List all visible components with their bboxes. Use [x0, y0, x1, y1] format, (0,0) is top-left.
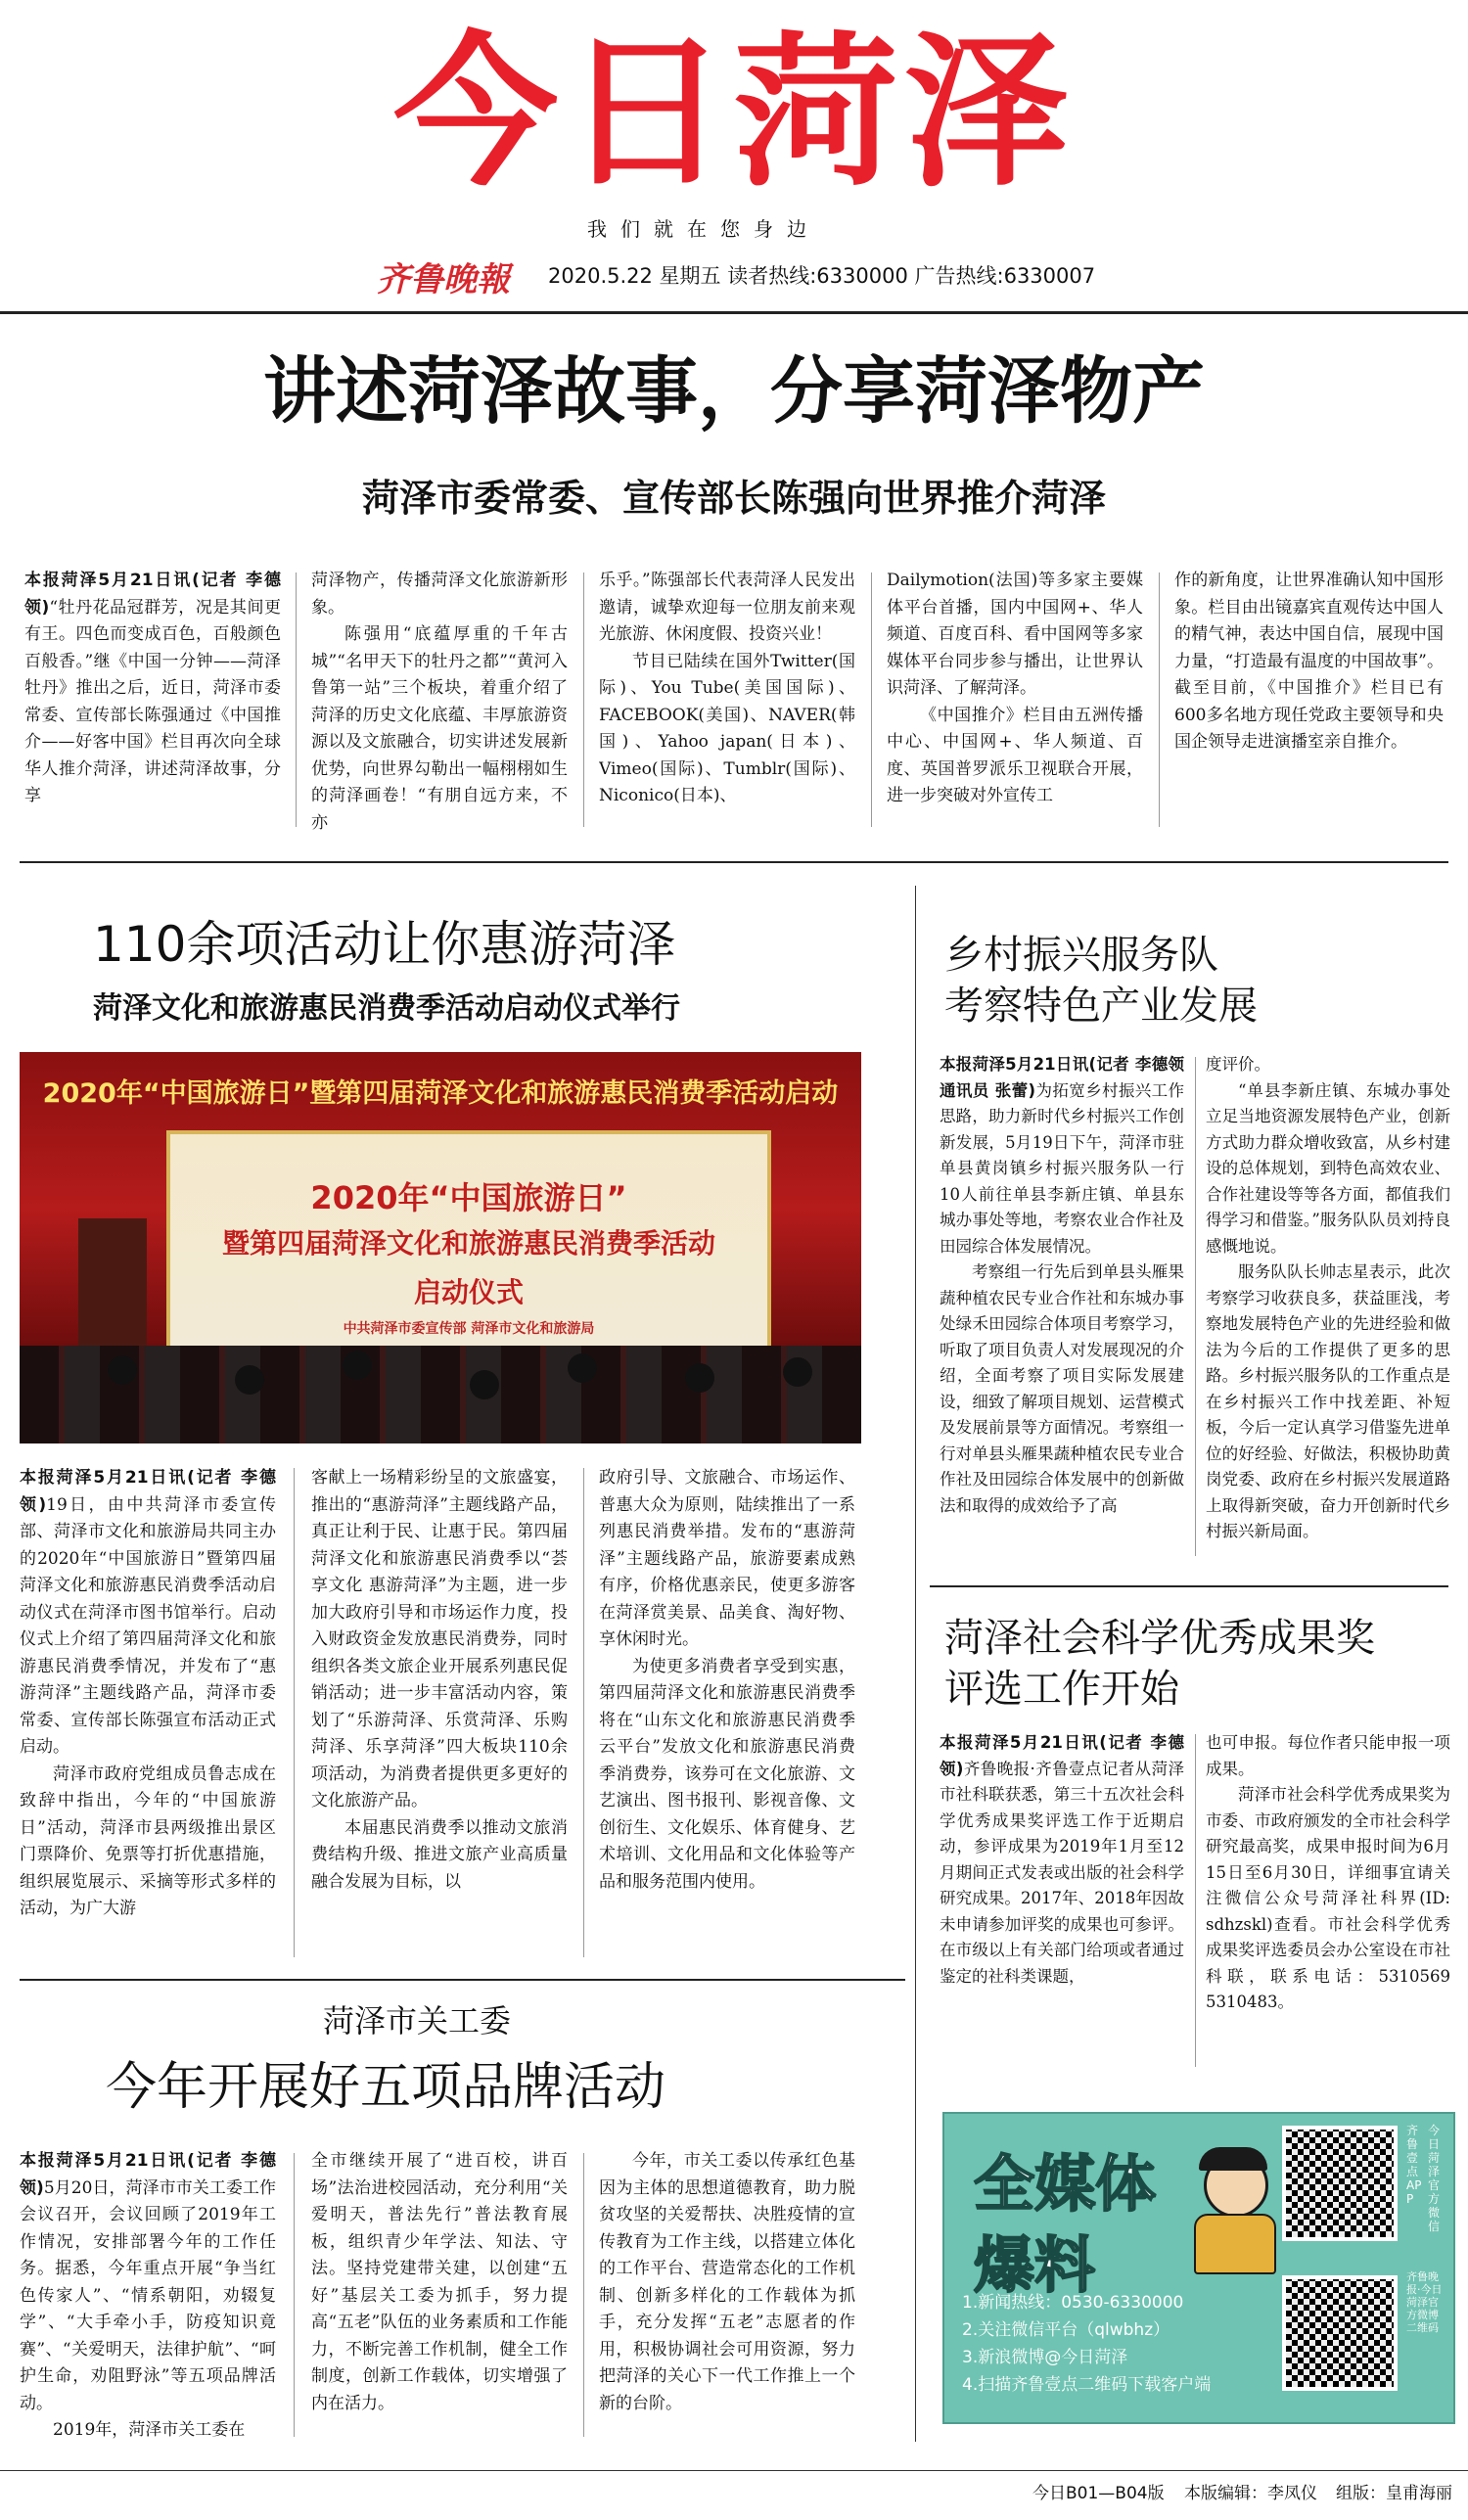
photo-banner-text: 2020年“中国旅游日”暨第四届菏泽文化和旅游惠民消费季活动启动: [42, 1078, 839, 1109]
masthead-dateline: 2020.5.22 星期五 读者热线:6330000 广告热线:6330007: [548, 264, 1096, 288]
story4-col2-text: 也可申报。每位作者只能申报一项成果。: [1206, 1733, 1450, 1778]
story4-col1-text: 齐鲁晚报·齐鲁壹点记者从菏泽市社科联获悉，第三十五次社会科学优秀成果奖评选工作于近期启动，参评成果为2019年1月至12月期间正式发表或出版的社会科学研究成果。2017年、2018年因故未申请参加评奖的成果也可参评。在市级以上有关部门给项或者通过鉴定的社科类课题，: [940, 1759, 1184, 1986]
column-divider: [583, 2153, 584, 2437]
ad-side-label-weibo: 齐鲁晚报·今日菏泽官方微博二维码: [1406, 2270, 1443, 2334]
audience-seats: [20, 1346, 861, 1443]
story5-column-2: [311, 2148, 568, 2451]
story2-headline: 110余项活动让你惠游菏泽: [93, 916, 676, 973]
audience-head: [108, 1355, 137, 1385]
lead-col1-text: “牡丹花品冠群芳，况是其间更有王。四色而变成百色，百般颜色百般香。”继《中国一分钟——菏泽牡丹》推出之后，近日，菏泽市委常委、宣传部长陈强通过《中国推介——好客中国》栏目再次向全球华人推介菏泽，讲述菏泽故事，分享: [24, 597, 281, 805]
photo-stage-screen: [166, 1130, 771, 1353]
story5-kicker: 菏泽市关工委: [323, 2002, 512, 2039]
story3-byline: 本报菏泽5月21日讯(记者 李德领 通讯员 张蕾): [940, 1055, 1184, 1100]
column-divider: [583, 1468, 584, 1957]
story5-col3-text: 今年，市关工委以传承红色基因为主体的思想道德教育，助力脱贫攻坚的关爱帮扶、决胜疫情的宣传教育为工作主线，以搭建立体化的工作平台、营造常态化的工作机制、创新多样化的工作载体为抓手，充分发挥“五老”志愿者的作用，积极协调社会可用资源，努力把菏泽的关心下一代工作推上一个新的台阶。: [599, 2151, 855, 2413]
story4-col2-text2: 菏泽市社会科学优秀成果奖为市委、市政府颁发的全市社会科学研究最高奖，成果申报时间为6月15日至6月30日，详细事宜请关注微信公众号菏泽社科界(ID: sdhzskl)查看。市社会科学优秀成果奖评选委员会办公室设在市社科联，联系电话：5310569 5310483。: [1206, 1785, 1450, 2011]
story5-col1-text: 5月20日，菏泽市市关工委工作会议召开，会议回顾了2019年工作情况，安排部署今年的工作任务。据悉，今年重点开展“争当红色传家人”、“情系朝阳，劝辍复学”、“大手牵小手，防疫知识竟赛”、“关爱明天，法律护航”、“呵护生命，劝阻野泳”等五项品牌活动。: [20, 2177, 276, 2413]
ad-line-app: 4.扫描齐鲁壹点二维码下载客户端: [962, 2375, 1212, 2395]
section-rule: [20, 1979, 905, 1981]
footer-proofreader: 组版：皇甫海丽: [1336, 2484, 1452, 2503]
story5-col1-text2: 2019年，菏泽市关工委在: [53, 2420, 246, 2440]
story2-col3-text2: 为使更多消费者享受到实惠，第四届菏泽文化和旅游惠民消费季将在“山东文化和旅游惠民消费季云平台”发放文化和旅游惠民消费季消费券，该券可在文化旅游、文艺演出、图书报刊、影视音像、文创衍生、文化娱乐、体育健身、艺术培训、文化用品和文化体验等产品和服务范围内使用。: [599, 1656, 855, 1892]
section-divider: [915, 886, 916, 2442]
qr-code-icon[interactable]: [1282, 2126, 1398, 2241]
lead-col2-text2: 陈强用“底蕴厚重的千年古城”“名甲天下的牡丹之都”“黄河入鲁第一站”三个板块，着重介绍了菏泽的历史文化底蕴、丰厚旅游资源以及文旅融合，切实讲述发展新优势，向世界勾勒出一幅栩栩如生的菏泽画卷！“有朋自远方来，不亦: [311, 624, 568, 833]
story3-headline-line2: 考察特色产业发展: [944, 984, 1258, 1029]
media-tip-ad: [942, 2112, 1455, 2424]
column-divider: [294, 1468, 295, 1957]
lead-column-2: [311, 568, 568, 842]
podium-shape: [78, 1218, 147, 1365]
story4-headline: [944, 1613, 1375, 1715]
masthead-brand-logo: 齐鲁晚報: [377, 260, 510, 299]
story5-column-1: [20, 2148, 276, 2451]
column-divider: [294, 2153, 295, 2437]
masthead-rule: [0, 311, 1468, 314]
story4-headline-line2: 评选工作开始: [944, 1667, 1179, 1712]
audience-head: [685, 1363, 714, 1393]
story2-col2-text2: 本届惠民消费季以推动文旅消费结构升级、推进文旅产业高质量融合发展为目标，以: [311, 1817, 568, 1892]
masthead-title: 今日菏泽: [393, 17, 1075, 208]
lead-col4-text: Dailymotion(法国)等多家主要媒体平台首播，国内中国网+、华人频道、百度百科、看中国网等多家媒体平台同步参与播出，让世界认识菏泽、了解菏泽。: [887, 571, 1143, 698]
story3-col2-text: 度评价。: [1206, 1055, 1270, 1074]
screen-organizers: 中共菏泽市委宣传部 菏泽市文化和旅游局: [343, 1321, 595, 1337]
audience-head: [470, 1370, 499, 1399]
story2-col3-text: 政府引导、文旅融合、市场运作、普惠大众为原则，陆续推出了一系列惠民消费举措。发布的“惠游菏泽”主题线路产品，旅游要素成熟有序，价格优惠亲民，使更多游客在菏泽赏美景、品美食、淘好物、享休闲时光。: [599, 1468, 855, 1649]
audience-head: [343, 1351, 372, 1380]
cartoon-character-icon: [1194, 2153, 1272, 2270]
screen-line-1: 2020年“中国旅游日”: [310, 1179, 627, 1216]
footer-rule: [0, 2470, 1468, 2471]
story4-headline-line1: 菏泽社会科学优秀成果奖: [944, 1616, 1375, 1661]
lead-col2-text: 菏泽物产，传播菏泽文化旅游新形象。: [311, 571, 568, 618]
column-divider: [583, 573, 584, 827]
lead-col3-text: 乐乎。”陈强部长代表菏泽人民发出邀请，诚挚欢迎每一位朋友前来观光旅游、休闲度假、投资兴业！: [599, 571, 855, 644]
ad-title-line2: 爆料: [974, 2229, 1096, 2301]
column-divider: [1195, 1057, 1196, 1556]
ad-side-label-wechat: 今日菏泽官方微信: [1428, 2124, 1441, 2233]
lead-column-1: [24, 568, 281, 842]
story3-column-1: [940, 1052, 1184, 1571]
story3-col1-text2: 考察组一行先后到单县头雁果蔬种植农民专业合作社和东城办事处绿禾田园综合体项目考察学习，听取了项目负责人对发展现况的介绍，全面考察了项目实际发展建设，细致了解项目规划、运营模式及发展前景等方面情况。考察组一行对单县头雁果蔬种植农民专业合作社及田园综合体发展中的创新做法和取得的成效给予了高: [940, 1262, 1184, 1515]
story2-col1-text: 19日，由中共菏泽市委宣传部、菏泽市文化和旅游局共同主办的2020年“中国旅游日”暨第四届菏泽文化和旅游惠民消费季活动启动仪式在菏泽市图书馆举行。启动仪式上介绍了第四届菏泽文化和旅游惠民消费季情况，并发布了“惠游菏泽”主题线路产品，菏泽市委常委、宣传部长陈强宣布活动正式启动。: [20, 1494, 276, 1757]
column-divider: [296, 573, 297, 827]
story3-column-2: [1206, 1052, 1450, 1571]
story2-column-1: [20, 1465, 276, 1974]
audience-head: [568, 1353, 597, 1383]
column-divider: [871, 573, 872, 827]
story2-subhead: 菏泽文化和旅游惠民消费季活动启动仪式举行: [93, 991, 680, 1026]
lead-subhead: 菏泽市委常委、宣传部长陈强向世界推介菏泽: [361, 477, 1106, 520]
story4-column-1: [940, 1730, 1184, 2083]
story2-col1-text2: 菏泽市政府党组成员鲁志成在致辞中指出，今年的“中国旅游日”活动，菏泽市县两级推出景区门票降价、免票等打折优惠措施，组织展览展示、采摘等形式多样的活动，为广大游: [20, 1764, 276, 1918]
lead-column-3: [599, 568, 855, 842]
lead-col4-text2: 《中国推介》栏目由五洲传播中心、中国网+、华人频道、百度、英国普罗派乐卫视联合开展，进一步突破对外宣传工: [887, 705, 1143, 805]
lead-headline: 讲述菏泽故事，分享菏泽物产: [263, 349, 1205, 434]
story2-column-3: [599, 1465, 855, 1974]
story2-byline: 本报菏泽5月21日讯(记者 李德领): [20, 1468, 276, 1515]
section-rule: [20, 861, 1448, 863]
story5-col2-text: 全市继续开展了“进百校，讲百场”法治进校园活动，充分利用“关爱明天，普法先行”普法教育展板，组织青少年学法、知法、守法。坚持党建带关建，以创建“五好”基层关工委为抓手，努力提高“五老”队伍的业务素质和工作能力，不断完善工作机制，健全工作制度，创新工作载体，切实增强了内在活力。: [311, 2151, 568, 2413]
ad-side-label-app: 齐鲁壹点APP: [1406, 2124, 1422, 2206]
story4-byline: 本报菏泽5月21日讯(记者 李德领): [940, 1733, 1184, 1778]
footer-edition: 今日B01—B04版: [1032, 2484, 1165, 2503]
audience-head: [783, 1357, 812, 1387]
lead-col3-text2: 节目已陆续在国外Twitter(国际)、You Tube(美国国际)、FACEBOOK(美国)、NAVER(韩国)、Yahoo japan(日本)、Vimeo(国际)、Tumblr(国际)、Niconico(日本)、: [599, 651, 855, 805]
story5-byline: 本报菏泽5月21日讯(记者 李德领): [20, 2151, 276, 2198]
ad-line-wechat: 2.关注微信平台（qlwbhz）: [962, 2320, 1170, 2340]
ad-line-weibo: 3.新浪微博@今日菏泽: [962, 2348, 1128, 2367]
story3-col2-text3: 服务队队长帅志星表示，此次考察学习收获良多，获益匪浅，考察地发展特色产业的先进经验和做法为今后的工作提供了更多的思路。乡村振兴服务队的工作重点是在乡村振兴工作中找差距、补短板，今后一定认真学习借鉴先进单位的好经验、好做法，积极协助黄岗党委、政府在乡村振兴发展道路上取得新突破，奋力开创新时代乡村振兴新局面。: [1206, 1262, 1450, 1540]
story5-column-3: [599, 2148, 855, 2451]
screen-line-3: 启动仪式: [413, 1276, 524, 1308]
story3-col1-text: 为拓宽乡村振兴工作思路，助力新时代乡村振兴工作创新发展，5月19日下午，菏泽市驻单县黄岗镇乡村振兴服务队一行10人前往单县李新庄镇、单县东城办事处等地，考察农业合作社及田园综合体发展情况。: [940, 1080, 1184, 1256]
screen-line-2: 暨第四届菏泽文化和旅游惠民消费季活动: [221, 1227, 715, 1260]
story3-col2-text2: “单县李新庄镇、东城办事处立足当地资源发展特色产业，创新方式助力群众增收致富，从乡村建设的总体规划，到特色高效农业、合作社建设等等各方面，都值我们得学习和借鉴。”服务队队员刘持良感慨地说。: [1206, 1080, 1450, 1256]
story3-headline-line1: 乡村振兴服务队: [944, 933, 1218, 978]
qr-code-icon[interactable]: [1282, 2275, 1398, 2391]
column-divider: [1195, 1734, 1196, 2067]
story4-column-2: [1206, 1730, 1450, 2083]
ad-line-hotline: 1.新闻热线：0530-6330000: [962, 2293, 1184, 2313]
story2-col2-text: 客献上一场精彩纷呈的文旅盛宴，推出的“惠游菏泽”主题线路产品，真正让利于民、让惠于民。第四届菏泽文化和旅游惠民消费季以“荟享文化 惠游菏泽”为主题，进一步加大政府引导和市场运作力度，投入财政资金发放惠民消费券，同时组织各类文旅企业开展系列惠民促销活动；进一步丰富活动内容，策划了“乐游菏泽、乐赏菏泽、乐购菏泽、乐享菏泽”四大板块110余项活动，为消费者提供更多更好的文化旅游产品。: [311, 1468, 568, 1810]
ad-title-line1: 全媒体: [974, 2148, 1157, 2220]
footer-editor: 本版编辑：李凤仪: [1184, 2484, 1317, 2503]
column-divider: [1159, 573, 1160, 827]
masthead-slogan: 我们就在您身边: [587, 217, 820, 241]
story2-column-2: [311, 1465, 568, 1974]
story3-headline: [944, 930, 1258, 1031]
ceremony-photo: [20, 1052, 861, 1443]
lead-col5-text: 作的新角度，让世界准确认知中国形象。栏目由出镜嘉宾直观传达中国人的精气神，表达中国自信，展现中国力量，“打造最有温度的中国故事”。截至目前，《中国推介》栏目已有600多名地方现任党政主要领导和央国企领导走进演播室亲自推介。: [1174, 571, 1444, 752]
lead-column-4: [887, 568, 1143, 842]
lead-column-5: [1174, 568, 1444, 842]
lead-byline: 本报菏泽5月21日讯(记者 李德领): [24, 571, 281, 618]
audience-head: [235, 1365, 264, 1395]
story5-headline: 今年开展好五项品牌活动: [106, 2058, 666, 2117]
section-rule: [930, 1585, 1448, 1587]
